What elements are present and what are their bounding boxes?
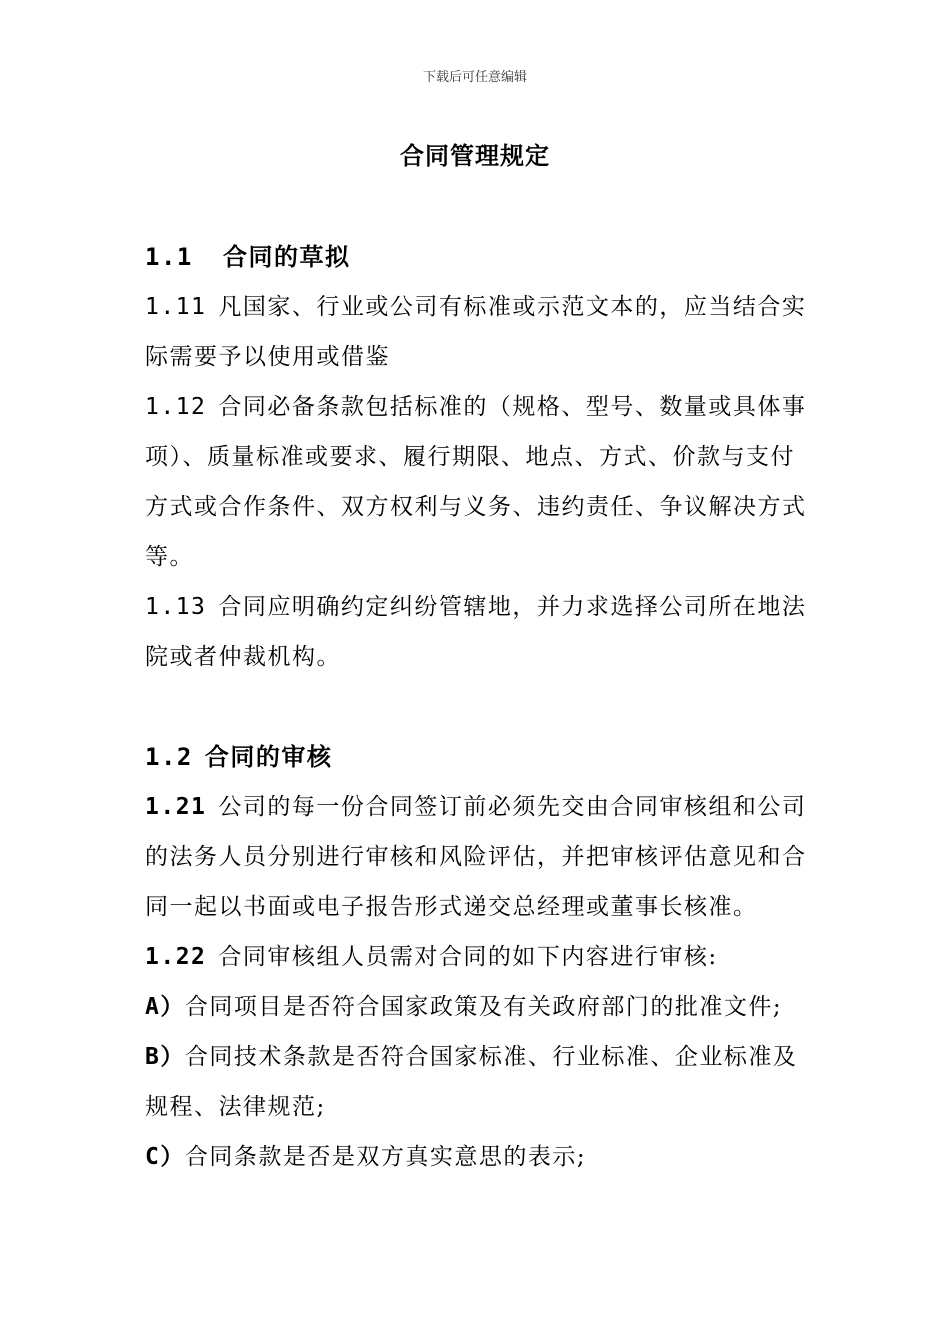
- document-body: [145, 232, 813, 1182]
- paragraph-1-22: [145, 932, 813, 982]
- paragraph-number: 1.12: [145, 394, 207, 420]
- list-item-text: 合同技术条款是否符合国家标准、行业标准、企业标准及规程、法律规范;: [145, 1044, 798, 1120]
- list-item-b: [145, 1032, 813, 1132]
- list-item-text: 合同条款是否是双方真实意思的表示;: [184, 1144, 587, 1170]
- paragraph-number: 1.22: [145, 944, 207, 970]
- paragraph-text: 公司的每一份合同签订前必须先交由合同审核组和公司的法务人员分别进行审核和风险评估，并把审核评估意见和合同一起以书面或电子报告形式递交总经理或董事长核准。: [145, 794, 807, 920]
- section-number: 1.2: [145, 743, 193, 771]
- section-title: 合同的草拟: [223, 242, 351, 271]
- paragraph-1-12: [145, 382, 813, 582]
- section-heading-1-2: [145, 732, 813, 782]
- paragraph-text: 凡国家、行业或公司有标准或示范文本的，应当结合实际需要予以使用或借鉴: [145, 294, 807, 370]
- paragraph-text: 合同审核组人员需对合同的如下内容进行审核:: [218, 944, 718, 970]
- section-number: 1.1: [145, 243, 193, 271]
- list-item-a: [145, 982, 813, 1032]
- paragraph-1-21: [145, 782, 813, 932]
- paragraph-number: 1.21: [145, 794, 207, 820]
- list-item-text: 合同项目是否符合国家政策及有关政府部门的批准文件;: [184, 994, 783, 1020]
- paragraph-number: 1.13: [145, 594, 207, 620]
- list-item-label: B）: [145, 1044, 185, 1070]
- list-item-c: [145, 1132, 813, 1182]
- list-item-label: C）: [145, 1144, 185, 1170]
- list-item-label: A）: [145, 994, 185, 1020]
- section-title: 合同的审核: [204, 742, 333, 771]
- paragraph-1-11: [145, 282, 813, 382]
- paragraph-text: 合同应明确约定纠纷管辖地，并力求选择公司所在地法院或者仲裁机构。: [145, 594, 807, 670]
- document-title: 合同管理规定: [400, 141, 550, 170]
- paragraph-1-13: [145, 582, 813, 682]
- section-spacer: [145, 682, 813, 732]
- section-heading-1-1: [145, 232, 813, 282]
- paragraph-text: 合同必备条款包括标准的（规格、型号、数量或具体事项）、质量标准或要求、履行期限、地点、方式、价款与支付方式或合作条件、双方权利与义务、违约责任、争议解决方式等。: [145, 394, 807, 570]
- paragraph-number: 1.11: [145, 294, 207, 320]
- header-note: 下载后可任意编辑: [422, 70, 527, 85]
